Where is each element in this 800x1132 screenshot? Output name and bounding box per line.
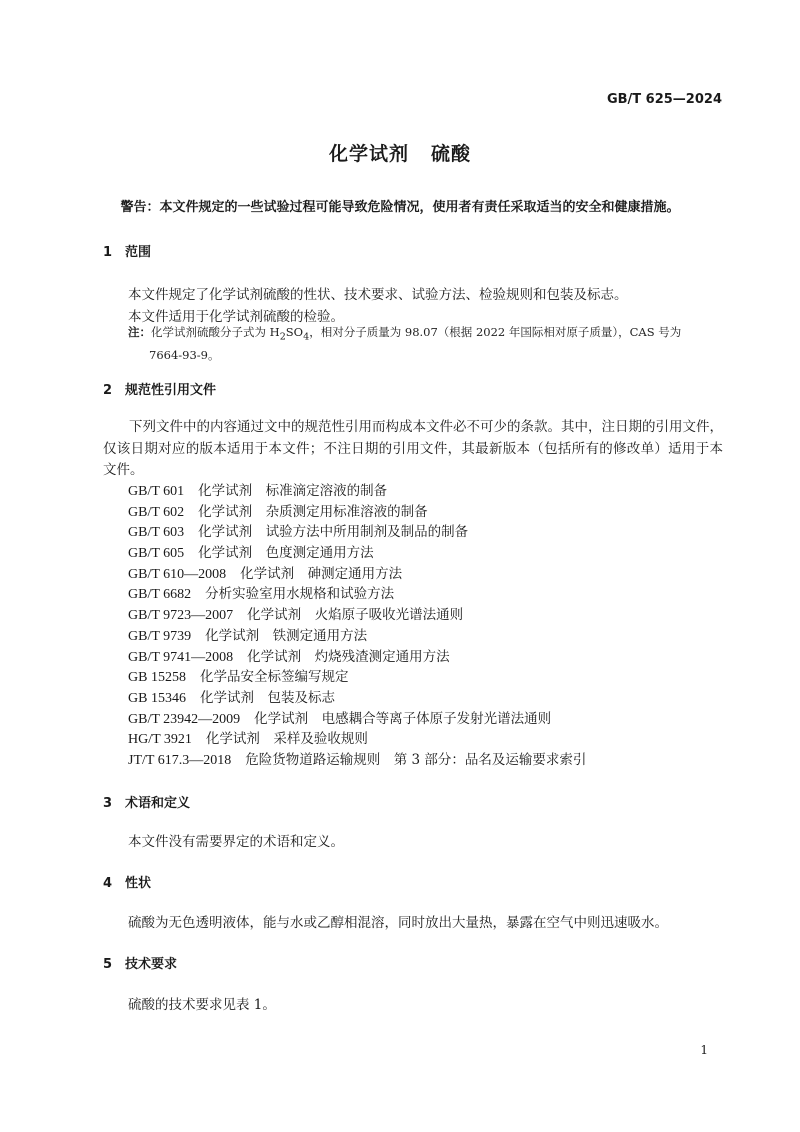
page-number: 1 [700,1043,708,1057]
reference-list [128,481,586,771]
reference-item [128,564,586,585]
section-title: 术语和定义 [125,796,191,811]
section-4-heading [103,872,151,891]
reference-item [128,522,586,543]
reference-item [128,543,586,564]
reference-item [128,605,586,626]
reference-title: 化学试剂 火焰原子吸收光谱法通则 [247,607,464,624]
reference-title: 化学试剂 铁测定通用方法 [205,627,368,644]
note-text-a: 化学试剂硫酸分子式为 H [151,325,280,339]
section-2-heading [103,379,216,398]
reference-title: 化学试剂 电感耦合等离子体原子发射光谱法通则 [254,710,552,727]
reference-code: GB 15258 [128,670,186,686]
reference-title: 分析实验室用水规格和试验方法 [205,586,395,603]
reference-title: 化学品安全标签编写规定 [199,669,349,686]
reference-item [128,502,586,523]
reference-code: GB/T 610—2008 [128,566,227,582]
section-title: 性状 [125,876,152,891]
reference-title: 危险货物道路运输规则 第 3 部分：品名及运输要求索引 [245,751,587,768]
reference-code: GB 15346 [128,690,186,706]
reference-item [128,584,586,605]
section-number: 4 [103,876,113,891]
reference-code: GB/T 601 [128,484,185,499]
reference-item [128,688,586,709]
reference-title: 化学试剂 试验方法中所用制剂及制品的制备 [198,524,469,541]
title-part-2: 硫酸 [431,143,472,165]
reference-item [128,667,586,688]
reference-code: GB/T 605 [128,546,185,562]
reference-item [128,626,586,647]
normative-refs-intro: 下列文件中的内容通过文中的规范性引用而构成本文件必不可少的条款。其中，注日期的引用文件，仅该日期对应的版本适用于本文件；不注日期的引用文件，其最新版本（包括所有的修改单）适用于本文件。 [103,419,723,478]
note-line-2: 7664-93-9。 [149,348,220,363]
reference-code: GB/T 9741—2008 [128,649,234,665]
section-title: 技术要求 [125,957,178,972]
section-number: 1 [103,245,113,260]
reference-item [128,647,586,668]
section-5-heading [103,953,177,972]
reference-code: GB/T 6682 [128,587,192,603]
reference-title: 化学试剂 采样及验收规则 [205,731,368,748]
terms-paragraph: 本文件没有需要界定的术语和定义。 [128,834,344,850]
standard-number: GB/T 625—2024 [606,92,722,107]
reference-code: HG/T 3921 [128,732,192,748]
reference-code: GB/T 9739 [128,628,192,644]
reference-item [128,481,586,502]
reference-title: 化学试剂 包装及标志 [199,689,335,706]
properties-paragraph: 硫酸为无色透明液体，能与水或乙醇相混溶，同时放出大量热，暴露在空气中则迅速吸水。 [128,915,668,931]
reference-code: GB/T 23942—2009 [128,711,241,727]
reference-title: 化学试剂 灼烧残渣测定通用方法 [247,648,450,665]
reference-title: 化学试剂 砷测定通用方法 [240,565,403,582]
note-label: 注： [128,325,151,339]
title-part-1: 化学试剂 [328,143,409,165]
note-subscript-4: 4 [303,331,310,343]
reference-item [128,709,586,730]
note-subscript-2: 2 [279,331,286,343]
section-number: 2 [103,383,113,398]
tech-req-paragraph: 硫酸的技术要求见表 1。 [128,997,276,1013]
section-title: 规范性引用文件 [125,383,217,398]
reference-code: GB/T 602 [128,504,185,520]
reference-item [128,729,586,750]
reference-title: 化学试剂 标准滴定溶液的制备 [198,483,388,499]
section-title: 范围 [125,245,152,260]
scope-paragraph-1: 本文件规定了化学试剂硫酸的性状、技术要求、试验方法、检验规则和包装及标志。 [128,287,628,303]
safety-warning: 警告：本文件规定的一些试验过程可能导致危险情况，使用者有责任采取适当的安全和健康措施。 [120,200,680,215]
reference-item [128,750,586,771]
reference-title: 化学试剂 杂质测定用标准溶液的制备 [198,503,428,520]
section-3-heading [103,792,190,811]
reference-title: 化学试剂 色度测定通用方法 [198,545,374,562]
section-number: 5 [103,957,113,972]
reference-code: JT/T 617.3—2018 [128,752,232,768]
reference-code: GB/T 9723—2007 [128,608,234,624]
section-number: 3 [103,796,113,811]
scope-paragraph-2: 本文件适用于化学试剂硫酸的检验。 [128,309,344,325]
scope-note [128,323,728,365]
note-text-b: SO [285,325,304,339]
note-text-c: ，相对分子质量为 98.07（根据 2022 年国际相对原子质量），CAS 号为 [309,325,682,339]
section-1-heading [103,241,151,260]
document-title [0,139,800,166]
reference-code: GB/T 603 [128,525,185,541]
